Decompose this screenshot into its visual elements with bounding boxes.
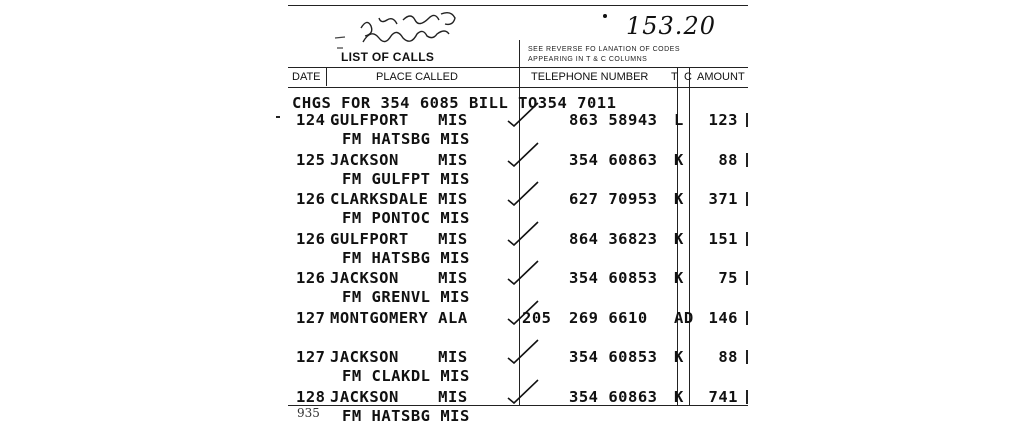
call-date: 126 [296,190,326,208]
handwritten-total: 153.20 [626,12,716,40]
header-date: DATE [292,71,321,83]
list-title: LIST OF CALLS [341,50,435,64]
call-tc: K [674,190,684,208]
amount-margin-tick [746,232,748,246]
header-place: PLACE CALLED [376,71,458,83]
call-amount: 75 [718,269,738,287]
call-date: 127 [296,348,326,366]
check-mark-icon [506,101,540,127]
call-list-document [283,0,753,445]
call-number: 354 60863 [569,388,658,406]
call-date: 128 [296,388,326,406]
column-header-row [288,67,748,88]
call-place: JACKSON MIS [330,388,468,406]
call-place: CLARKSDALE MIS [330,190,468,208]
check-mark-icon [506,220,540,246]
call-row [288,230,748,248]
call-amount: 88 [718,151,738,169]
call-date: 126 [296,269,326,287]
call-tc: K [674,348,684,366]
call-area-code: 205 [522,309,552,327]
ink-dot [603,14,607,18]
call-origin: FM CLAKDL MIS [342,367,470,385]
call-amount: 151 [708,230,738,248]
margin-mark [276,116,280,118]
call-place: JACKSON MIS [330,348,468,366]
call-tc: K [674,151,684,169]
call-row [288,388,748,406]
call-date: 127 [296,309,326,327]
amount-margin-tick [746,113,748,127]
call-place: JACKSON MIS [330,269,468,287]
codes-note [528,45,753,65]
amount-margin-tick [746,153,748,167]
call-number: 863 58943 [569,111,658,129]
call-origin: FM GULFPT MIS [342,170,470,188]
call-origin: FM HATSBG MIS [342,407,470,425]
call-place: GULFPORT MIS [330,230,468,248]
call-tc: AD [674,309,694,327]
call-date: 126 [296,230,326,248]
header-c: C [684,71,692,83]
call-number: 864 36823 [569,230,658,248]
check-mark-icon [506,259,540,285]
call-place: GULFPORT MIS [330,111,468,129]
call-amount: 88 [718,348,738,366]
call-row [288,269,748,287]
amount-margin-tick [746,390,748,404]
amount-margin-tick [746,350,748,364]
bottom-border [288,405,748,406]
call-row [288,151,748,169]
call-row [288,348,748,366]
header-telephone: TELEPHONE NUMBER [531,71,649,83]
call-place: JACKSON MIS [330,151,468,169]
call-origin: FM GRENVL MIS [342,288,470,306]
call-row [288,309,748,327]
codes-note-line-1: SEE REVERSE FO LANATION OF CODES [528,46,681,53]
call-date: 124 [296,111,326,129]
call-row [288,190,748,208]
call-tc: K [674,269,684,287]
call-tc: K [674,388,684,406]
divider-date [326,67,327,86]
call-amount: 123 [708,111,738,129]
codes-note-line-2: APPEARING IN T & C COLUMNS [528,56,648,63]
call-number: 354 60863 [569,151,658,169]
call-amount: 741 [708,388,738,406]
check-mark-icon [506,378,540,404]
call-place: MONTGOMERY ALA [330,309,468,327]
call-origin: FM HATSBG MIS [342,130,470,148]
call-tc: K [674,230,684,248]
call-number: 354 60853 [569,348,658,366]
handwritten-signature [333,8,513,56]
header-amount: AMOUNT [697,71,745,83]
amount-margin-tick [746,192,748,206]
check-mark-icon [506,141,540,167]
call-amount: 146 [708,309,738,327]
call-amount: 371 [708,190,738,208]
amount-margin-tick [746,271,748,285]
check-mark-icon [506,299,540,325]
call-origin: FM PONTOC MIS [342,209,470,227]
top-border [288,5,748,6]
charges-line: CHGS FOR 354 6085 BILL TO354 7011 [292,94,617,112]
call-origin: FM HATSBG MIS [342,249,470,267]
call-tc: L [674,111,684,129]
check-mark-icon [506,180,540,206]
call-number: 269 6610 [569,309,648,327]
call-number: 627 70953 [569,190,658,208]
call-number: 354 60853 [569,269,658,287]
footer-code: 935 [297,406,320,420]
call-row [288,111,748,129]
call-date: 125 [296,151,326,169]
header-t: T [671,71,678,83]
amount-margin-tick [746,311,748,325]
check-mark-icon [506,338,540,364]
